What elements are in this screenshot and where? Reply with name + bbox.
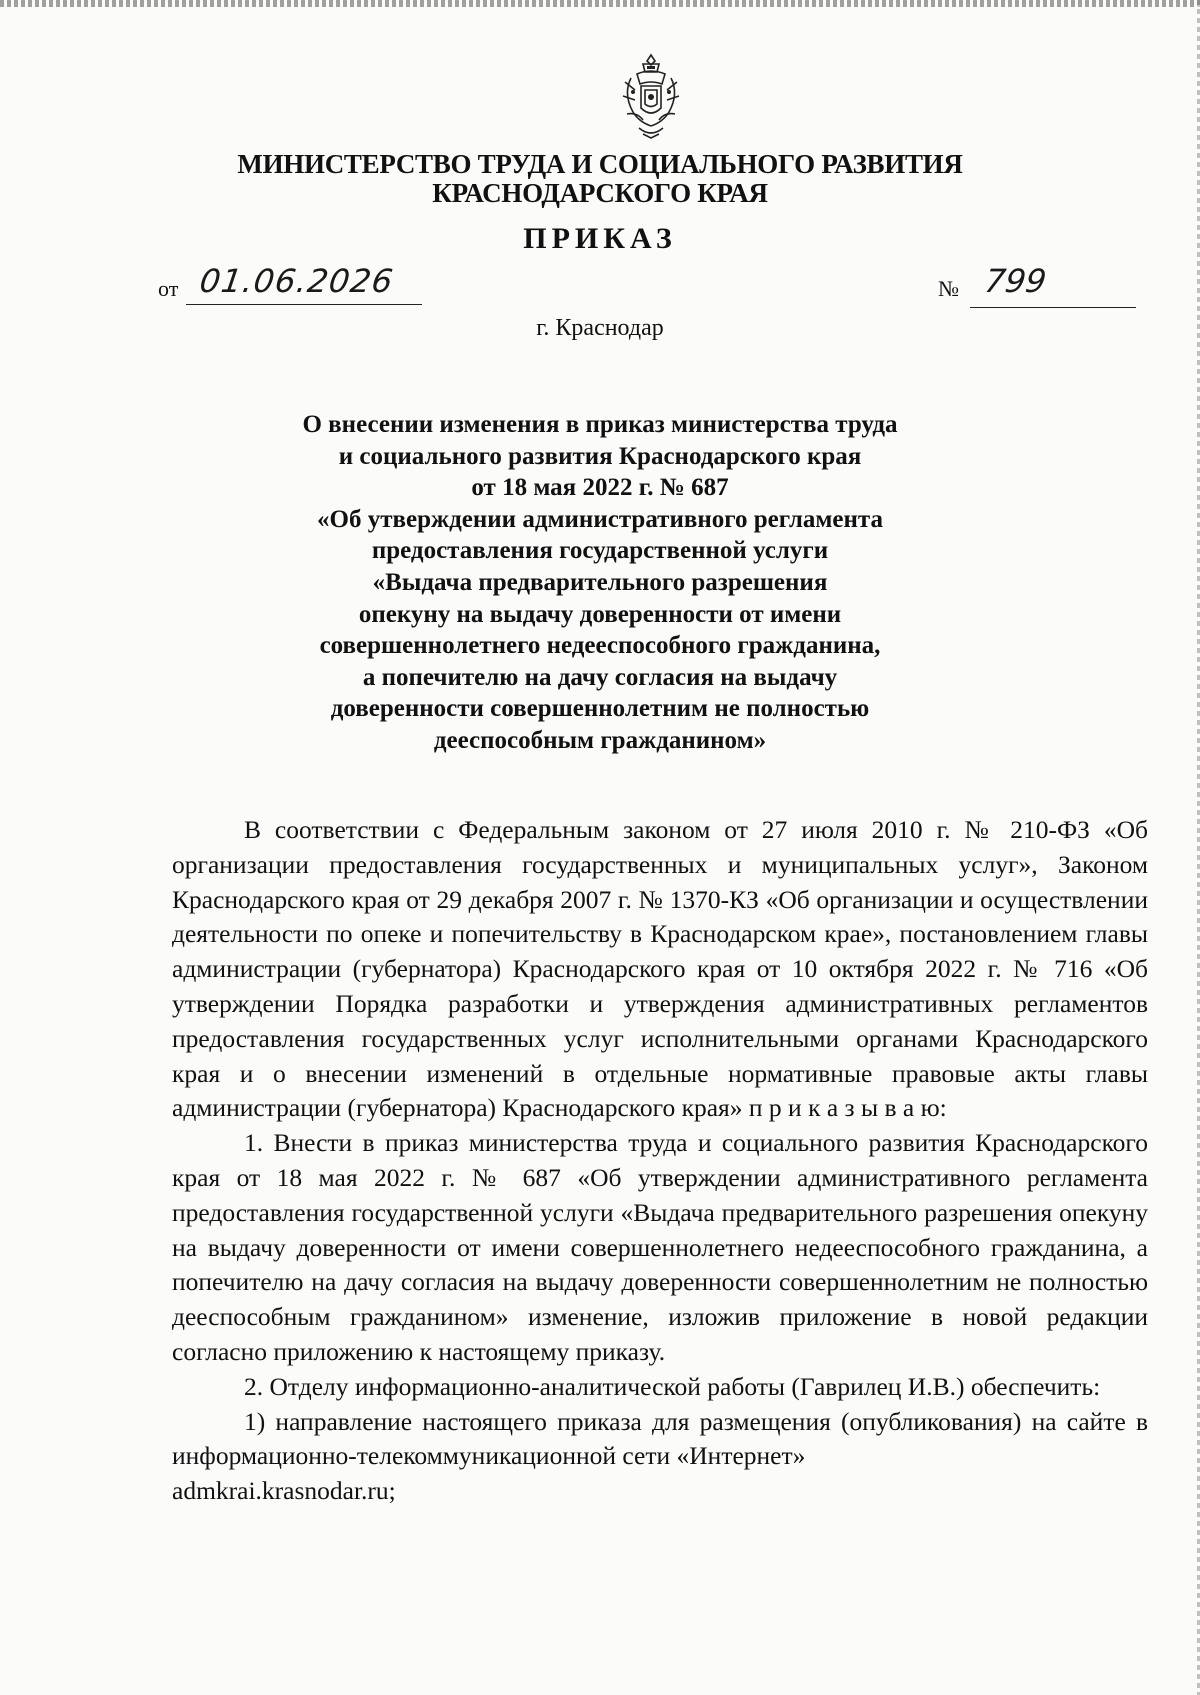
subject-line: и социального развития Краснодарского края: [338, 442, 862, 470]
website-url: admkrai.krasnodar.ru;: [172, 1476, 396, 1506]
item-2-paragraph: 2. Отделу информационно-аналитической работы (Гаврилец И.В.) обеспечить:: [244, 1371, 1101, 1401]
date-handwritten: 01.06.2026: [197, 262, 396, 300]
subject-line: О внесении изменения в приказ министерства труда: [302, 411, 898, 438]
number-handwritten: 799: [982, 262, 1049, 300]
order-body: [172, 813, 1148, 1509]
coat-of-arms-emblem: [617, 52, 685, 142]
preamble-paragraph: В соответствии с Федеральным законом от 27 июля 2010 г. № 210-ФЗ «Об организации предоставления государственных и муниципальных услуг», Законом Краснодарского края от 29 декабря 2007 г. № 1370-КЗ «Об организации и осуществлении деятельности по опеке и попечительству в Краснодарском крае», постановлением главы администрации (губернатора) Краснодарского края от 10 октября 2022 г. № 716 «Об утверждении Порядка разработки и утверждения административных регламентов предоставления государственных услуг исполнительными органами Краснодарского края и о внесении изменений в отдельные нормативные правовые акты главы администрации (губернатора) Краснодарского края» п р и к а з ы в а ю:: [172, 815, 1148, 1123]
item-1-paragraph: 1. Внести в приказ министерства труда и социального развития Краснодарского края от 18 мая 2022 г. № 687 «Об утверждении административного регламента предоставления государственной услуги «Выдача предварительного разрешения опекуну на выдачу доверенности от имени совершеннолетнего недееспособного гражданина, а попечителю на дачу согласия на выдачу доверенности совершеннолетним не полностью дееспособным гражданином» изменение, изложив приложение в новой редакции согласно приложению к настоящему приказу.: [172, 1128, 1148, 1366]
subject-line: предоставления государственной услуги: [371, 537, 829, 565]
city: г. Краснодар: [536, 315, 664, 341]
subject-line: доверенности совершеннолетним не полностью: [330, 695, 870, 723]
item-2-1-paragraph: 1) направление настоящего приказа для размещения (опубликования) на сайте в информационно-телекоммуникационной сети «Интернет»: [172, 1406, 1148, 1471]
ministry-line-1: МИНИСТЕРСТВО ТРУДА И СОЦИАЛЬНОГО РАЗВИТИЯ: [237, 149, 963, 179]
subject-line: совершеннолетнего недееспособного гражданина,: [319, 632, 881, 660]
ministry-name: [150, 150, 1050, 208]
subject-line: от 18 мая 2022 г. № 687: [471, 474, 729, 502]
subject-line: «Об утверждении административного регламента: [317, 505, 883, 533]
date-underline: [186, 304, 422, 305]
date-label: от: [158, 276, 179, 301]
subject-line: «Выдача предварительного разрешения: [372, 568, 828, 596]
order-subject: [250, 409, 950, 757]
number-label: №: [938, 276, 959, 301]
ministry-line-2: КРАСНОДАРСКОГО КРАЯ: [432, 178, 768, 208]
subject-line: дееспособным гражданином»: [433, 726, 767, 754]
subject-line: а попечителю на дачу согласия на выдачу: [362, 663, 838, 691]
number-underline: [970, 307, 1136, 308]
scan-top-edge: [0, 0, 1200, 7]
subject-line: опекуну на выдачу доверенности от имени: [358, 600, 842, 628]
document-type: ПРИКАЗ: [523, 222, 677, 255]
